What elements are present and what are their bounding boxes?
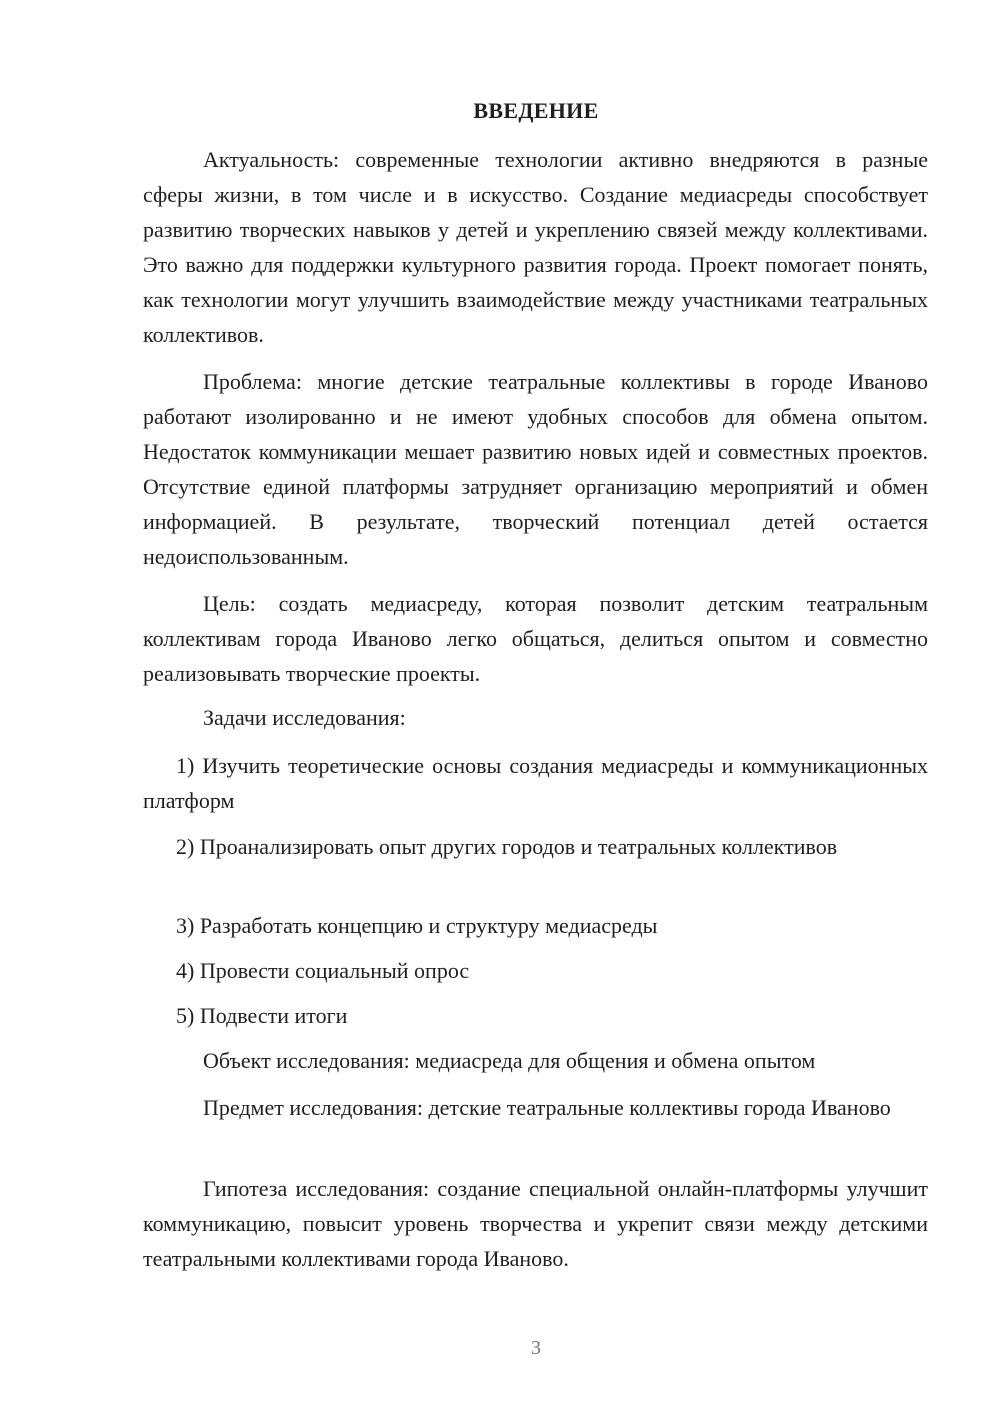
task-item-3: 3) Разработать концепцию и структуру медиасреды	[176, 913, 658, 938]
task-item-5: 5) Подвести итоги	[176, 1003, 348, 1028]
task-item-4: 4) Провести социальный опрос	[176, 958, 470, 983]
page-title: ВВЕДЕНИЕ	[473, 98, 599, 123]
tasks-heading: Задачи исследования:	[203, 705, 406, 730]
hypothesis-paragraph: Гипотеза исследования: создание специальной онлайн-платформы улучшит коммуникацию, повысит уровень творчества и укрепит связи между детскими театральными коллективами города Иваново.	[143, 1176, 928, 1271]
object-paragraph: Объект исследования: медиасреда для общения и обмена опытом	[203, 1048, 816, 1073]
task-item-2: 2) Проанализировать опыт других городов и театральных коллективов	[176, 834, 838, 859]
problem-paragraph: Проблема: многие детские театральные коллективы в городе Иваново работают изолированно и не имеют удобных способов для обмена опытом. Недостаток коммуникации мешает развитию новых идей и совместных проектов. Отсутствие единой платформы затрудняет организацию мероприятий и обмен информацией. В результате, творческий потенциал детей остается недоиспользованным.	[143, 369, 928, 569]
subject-paragraph: Предмет исследования: детские театральные коллективы города Иваново	[203, 1095, 891, 1120]
page-number: 3	[531, 1337, 541, 1359]
relevance-paragraph: Актуальность: современные технологии активно внедряются в разные сферы жизни, в том числе и в искусство. Создание медиасреды способствует развитию творческих навыков у детей и укреплению связей между коллективами. Это важно для поддержки культурного развития города. Проект помогает понять, как технологии могут улучшить взаимодействие между участниками театральных коллективов.	[143, 147, 928, 347]
task-item-1: 1) Изучить теоретические основы создания медиасреды и коммуникационных платформ	[143, 753, 928, 813]
goal-paragraph: Цель: создать медиасреду, которая позволит детским театральным коллективам города Иваново легко общаться, делиться опытом и совместно реализовывать творческие проекты.	[143, 591, 928, 686]
